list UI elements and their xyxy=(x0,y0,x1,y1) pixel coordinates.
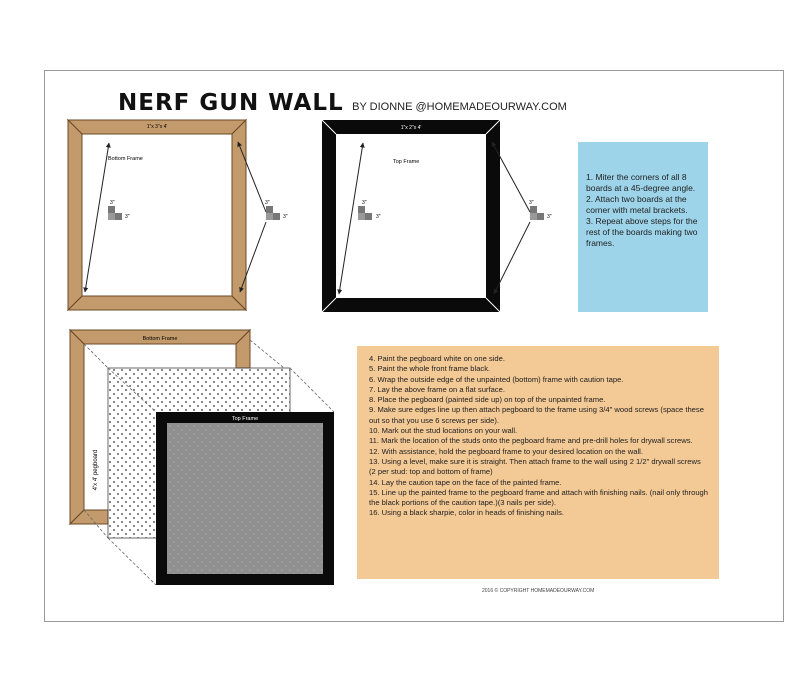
bracket-height-label: 3" xyxy=(110,200,115,206)
bracket-width-label: 3" xyxy=(376,214,381,220)
top-frame-label-lower: Top Frame xyxy=(231,416,259,422)
list-item: 12. With assistance, hold the pegboard frame to your desired location on the wall. xyxy=(369,446,643,456)
bottom-frame-diagram xyxy=(68,120,280,310)
assembly-steps-list xyxy=(369,354,709,519)
bottom-frame-dimension: 1"x 3"x 4' xyxy=(146,124,168,130)
list-item: 1. Miter the corners of all 8 boards at a 45-degree angle. xyxy=(586,172,696,193)
list-item: 15. Line up the painted frame to the pegboard frame and attach with finishing nails. (nail only through the black portions of the caution tape.)(3 nails per side). xyxy=(369,487,708,508)
list-item: 4. Paint the pegboard white on one side. xyxy=(369,354,505,363)
list-item: 14. Lay the caution tape on the face of the painted frame. xyxy=(369,477,562,487)
assembly-steps-box xyxy=(357,346,719,579)
bracket-width-label: 3" xyxy=(125,214,130,220)
list-item: 9. Make sure edges line up then attach pegboard to the frame using 3/4" wood screws (space these out so that you use 6 screws per side). xyxy=(369,405,704,425)
top-frame-dimension: 1"x 2"x 4' xyxy=(400,125,422,131)
list-item: 16. Using a black sharpie, color in heads of finishing nails. xyxy=(369,508,565,518)
list-item: 10. Mark out the stud locations on your wall. xyxy=(369,426,518,436)
bracket-width-label: 3" xyxy=(547,214,552,220)
miter-steps-list xyxy=(586,172,700,249)
copyright-notice: 2016 © COPYRIGHT HOMEMADEOURWAY.COM xyxy=(482,588,595,594)
list-item: 5. Paint the whole front frame black. xyxy=(369,364,491,374)
top-frame-label: Top Frame xyxy=(393,159,420,165)
top-frame-diagram xyxy=(322,120,544,312)
assembly-diagram xyxy=(70,330,334,585)
list-item: 11. Mark the location of the studs onto the pegboard frame and pre-drill holes for drywall screws. xyxy=(369,436,693,446)
byline: BY DIONNE @HOMEMADEOURWAY.COM xyxy=(352,101,567,113)
pegboard-label: 4'x 4' pegboard xyxy=(93,449,99,491)
bottom-frame-label: Bottom Frame xyxy=(108,156,143,162)
bracket-height-label: 3" xyxy=(362,200,367,206)
list-item: 3. Repeat above steps for the rest of the boards making two frames. xyxy=(586,216,698,248)
bracket-width-label: 3" xyxy=(283,214,288,220)
page-title: NERF GUN WALL xyxy=(118,90,344,116)
list-item: 6. Wrap the outside edge of the unpainted (bottom) frame with caution tape. xyxy=(369,374,624,384)
miter-steps-box xyxy=(578,142,708,312)
list-item: 7. Lay the above frame on a flat surface. xyxy=(369,384,505,394)
list-item: 13. Using a level, make sure it is straight. Then attach frame to the wall using 2 1/2" drywall screws (2 per stud: top and bottom of frame) xyxy=(369,456,701,477)
list-item: 2. Attach two boards at the corner with metal brackets. xyxy=(586,194,688,215)
list-item: 8. Place the pegboard (painted side up) on top of the unpainted frame. xyxy=(369,395,606,405)
bracket-height-label: 3" xyxy=(265,200,270,206)
bracket-height-label: 3" xyxy=(529,200,534,206)
bottom-frame-label-lower: Bottom Frame xyxy=(142,336,178,342)
